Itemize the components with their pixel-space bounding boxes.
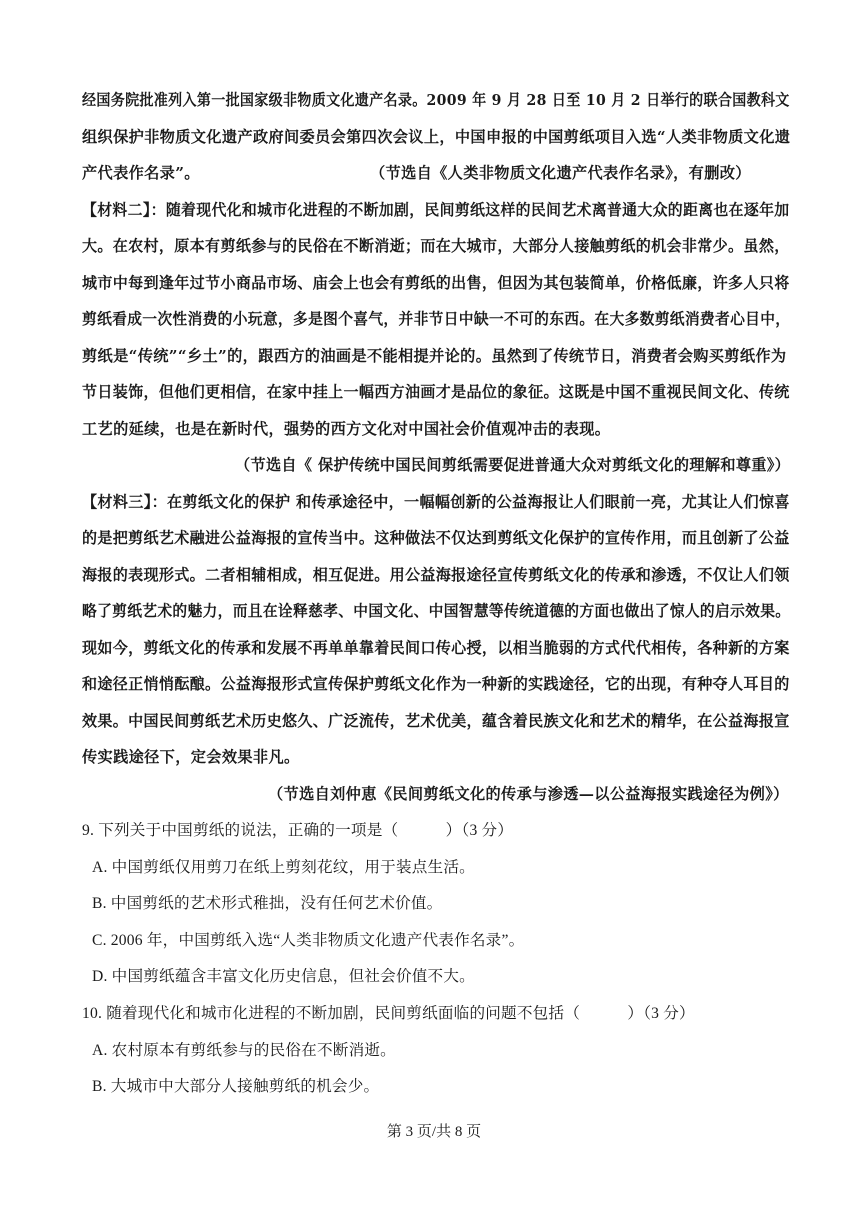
material3-source: （节选自刘仲恵《民间剪纸文化的传承与渗透—以公益海报实践途径为例》） (268, 785, 789, 803)
material3-line: 【材料三】：在剪纸文化的保护 和传承途径中，一幅幅创新的公益海报让人们眼前一亮，尤其让人们惊喜 (82, 493, 790, 511)
material1-line: 组织保护非物质文化遗产政府间委员会第四次会议上，中国申报的中国剪纸项目入选“人类非物质文化遗 (82, 128, 791, 146)
material3-line: 略了剪纸艺术的魅力，而且在诠释慈孝、中国文化、中国智慧等传统道德的方面也做出了惊人的启示效果。 (82, 602, 791, 620)
question-10-option-a: A. 农村原本有剪纸参与的民俗在不断消逝。 (92, 1042, 396, 1059)
material2-line: 剪纸看成一次性消费的小玩意，多是图个喜气，并非节日中缺一不可的东西。在大多数剪纸消费者心目中， (82, 310, 791, 328)
material3-line: 和途径正悄悄酝酿。公益海报形式宣传保护剪纸文化作为一种新的实践途径，它的出现，有种夺人耳目的 (82, 675, 790, 693)
material2-line: 【材料二】：随着现代化和城市化进程的不断加剧，民间剪纸这样的民间艺术离普通大众的距离也在逐年加 (82, 201, 790, 219)
material2-source: （节选自《 保护传统中国民间剪纸需要促进普通大众对剪纸文化的理解和尊重》） (235, 456, 791, 474)
material3-line: 海报的表现形式。二者相辅相成，相互促进。用公益海报途径宣传剪纸文化的传承和渗透，不仅让人们领 (82, 566, 790, 584)
material2-line: 剪纸是“传统”“乡土”的，跟西方的油画是不能相提并论的。虽然到了传统节日，消费者会购买剪纸作为 (82, 347, 787, 365)
question-10-option-b: B. 大城市中大部分人接触剪纸的机会少。 (92, 1078, 380, 1095)
material2-line: 大。在农村，原本有剪纸参与的民俗在不断消逝；而在大城市，大部分人接触剪纸的机会非常少。虽然， (82, 237, 790, 255)
material1-line: 经国务院批准列入第一批国家级非物质文化遗产名录。2009 年 9 月 28 日至 10 月 2 日举行的联合国教科文 (82, 91, 790, 109)
material3-line: 的是把剪纸艺术融进公益海报的宣传当中。这种做法不仅达到剪纸文化保护的宣传作用，而且创新了公益 (82, 529, 790, 547)
material2-line: 城市中每到逢年过节小商品市场、庙会上也会有剪纸的出售，但因为其包装简单，价格低廉，许多人只将 (82, 274, 790, 292)
material2-line: 节日装饰，但他们更相信，在家中挂上一幅西方油画才是品位的象征。这既是中国不重视民间文化、传统 (82, 383, 790, 401)
question-9-option-d: D. 中国剪纸蕴含丰富文化历史信息，但社会价值不大。 (92, 968, 475, 985)
material3-line: 传实践途径下，定会效果非凡。 (82, 748, 300, 766)
material1-source: （节选自《人类非物质文化遗产代表作名录》，有删改） (370, 164, 751, 182)
question-9-option-a: A. 中国剪纸仅用剪刀在纸上剪刻花纹，用于装点生活。 (92, 859, 475, 876)
question-9-option-c: C. 2006 年，中国剪纸入选“人类非物质文化遗产代表作名录”。 (92, 932, 525, 949)
question-9-stem: 9. 下列关于中国剪纸的说法，正确的一项是（ ）（3 分） (82, 822, 514, 839)
material1-line: 产代表作名录”。 (82, 164, 200, 182)
material3-line: 效果。中国民间剪纸艺术历史悠久、广泛流传，艺术优美，蕴含着民族文化和艺术的精华，在公益海报宣 (82, 712, 790, 730)
material3-line: 现如今，剪纸文化的传承和发展不再单单靠着民间口传心授，以相当脆弱的方式代代相传，各种新的方案 (82, 639, 790, 657)
question-10-stem: 10. 随着现代化和城市化进程的不断加剧，民间剪纸面临的问题不包括（ ）（3 分） (82, 1005, 695, 1022)
question-9-option-b: B. 中国剪纸的艺术形式稚拙，没有任何艺术价值。 (92, 895, 443, 912)
material2-line: 工艺的延续，也是在新时代，强势的西方文化对中国社会价值观冲击的表现。 (82, 420, 611, 438)
page-number-footer: 第 3 页/共 8 页 (386, 1124, 482, 1140)
